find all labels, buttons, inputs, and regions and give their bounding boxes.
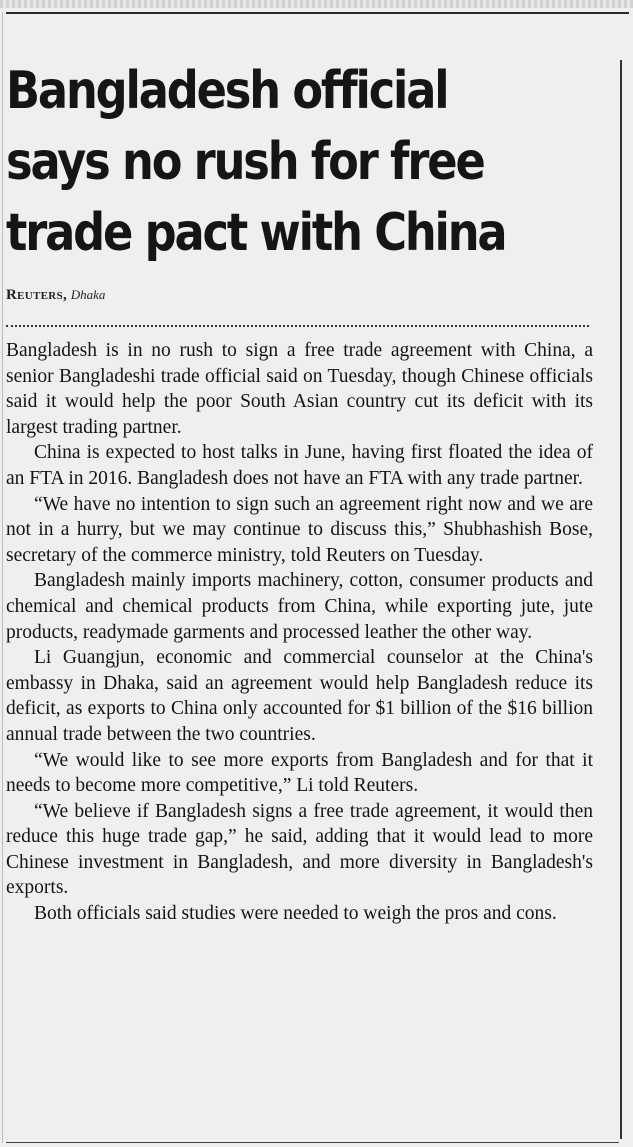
previous-article-edge (0, 0, 633, 8)
byline-place: Dhaka (70, 287, 106, 302)
dotted-separator (6, 325, 589, 327)
article-body (6, 338, 593, 927)
byline (6, 287, 105, 304)
article-paragraph: “We would like to see more exports from Bangladesh and for that it needs to become more competitive,” Li told Reuters. (6, 749, 593, 797)
article-paragraph: China is expected to host talks in June, having first floated the idea of an FTA in 2016. Bangladesh does not have an FTA with any trade partner. (6, 442, 593, 489)
byline-agency: Reuters, (6, 287, 67, 303)
left-edge-rule (2, 12, 3, 1143)
top-rule (6, 12, 629, 14)
article-paragraph: Both officials said studies were needed to weigh the pros and cons. (34, 903, 557, 925)
article-paragraph: Bangladesh mainly imports machinery, cotton, consumer products and chemical and chemical products from China, while exporting jute, jute products, readymade garments and processed leather the other way. (6, 570, 593, 643)
article-paragraph: Bangladesh is in no rush to sign a free trade agreement with China, a senior Bangladeshi trade official said on Tuesday, though Chinese officials said it would help the poor South Asian country cut its deficit with its largest trading partner. (6, 340, 593, 438)
bottom-rule (6, 1142, 619, 1143)
article-paragraph: Li Guangjun, economic and commercial counselor at the China's embassy in Dhaka, said an agreement would help Bangladesh reduce its deficit, as exports to China only accounted for $1 billion of the $16 billion annual trade between the two countries. (6, 647, 593, 745)
article-paragraph: “We have no intention to sign such an agreement right now and we are not in a hurry, but we may continue to discuss this,” Shubhashish Bose, secretary of the commerce ministry, told Reuters on Tuesday. (6, 493, 593, 566)
headline: Bangladesh official says no rush for free trade pact with China (6, 61, 506, 263)
article-paragraph: “We believe if Bangladesh signs a free trade agreement, it would then reduce this huge trade gap,” he said, adding that it would lead to more Chinese investment in Bangladesh, and more diversity in Bangladesh's exports. (6, 800, 593, 899)
column-divider-rule (620, 60, 622, 1139)
